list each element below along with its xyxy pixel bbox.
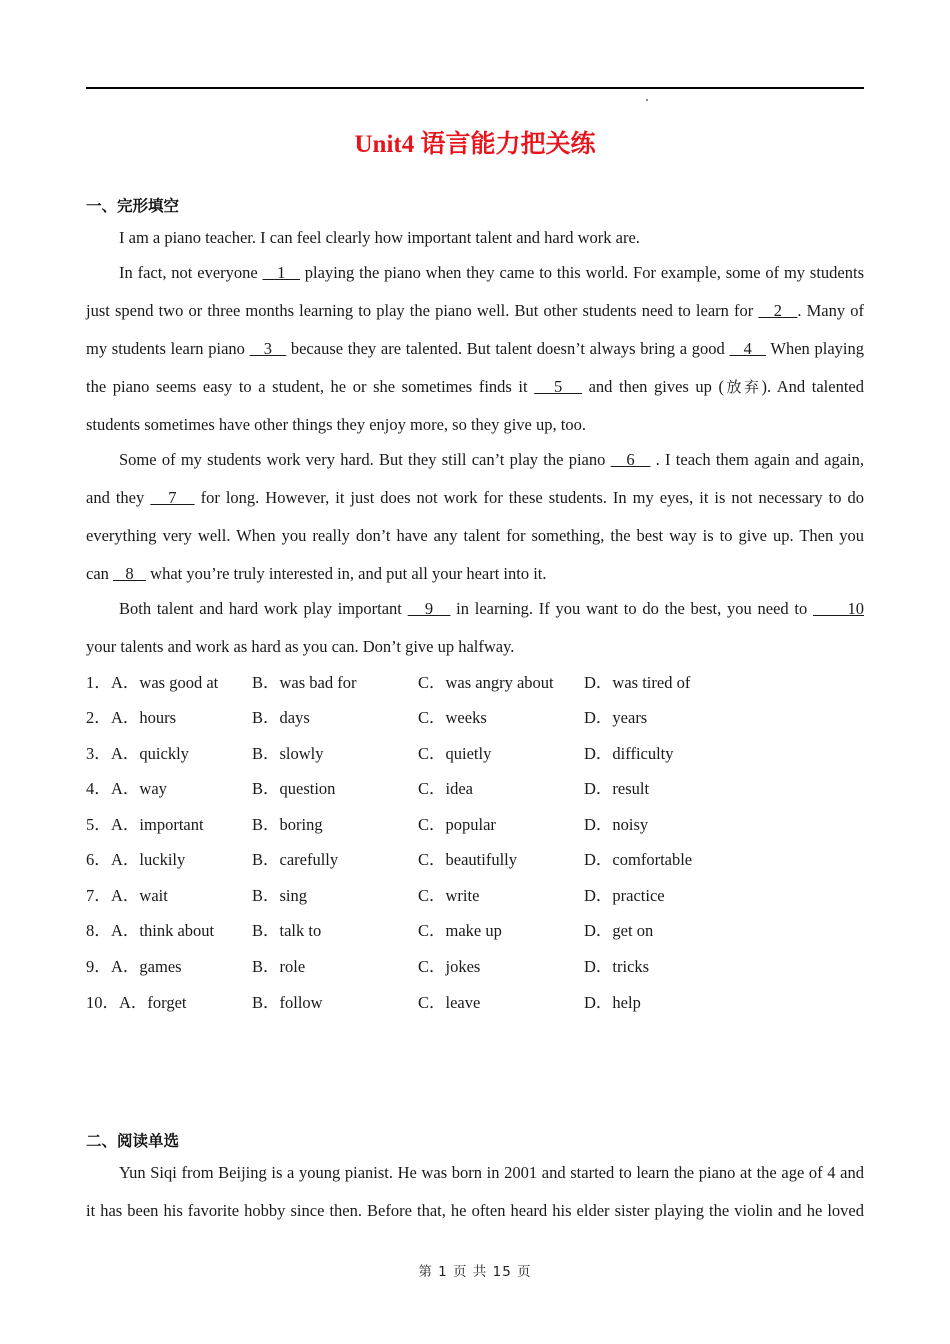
option-d: D．get on: [584, 921, 654, 940]
option-d: D．noisy: [584, 815, 649, 834]
option-c: C．quietly: [418, 744, 492, 763]
option-d: D．tricks: [584, 957, 650, 976]
blank-8: 8: [113, 564, 147, 583]
text: my students learn piano: [86, 339, 250, 358]
text: for long. However, it just does not work for these students. In my eyes, it is not necessary to do: [194, 488, 865, 507]
cloze-paragraph-2-line-3: [86, 330, 864, 368]
option-d: D．practice: [584, 886, 665, 905]
cloze-paragraph-4-line-1: [86, 590, 864, 628]
text: . Many of: [797, 301, 864, 320]
text: and then gives up (: [582, 377, 725, 396]
cloze-paragraph-3-line-2: [86, 479, 864, 517]
option-d: D．difficulty: [584, 744, 674, 763]
question-number: 8．: [86, 921, 111, 940]
cloze-paragraph-2-line-4: [86, 368, 864, 406]
text: Some of my students work very hard. But they still can’t play the piano: [119, 450, 611, 469]
blank-7: 7: [150, 488, 195, 507]
option-b: B．slowly: [252, 744, 324, 763]
header-rule: [86, 87, 864, 89]
cloze-paragraph-4-line-2: [86, 628, 864, 666]
reading-paragraph-line-1: [86, 1154, 864, 1192]
cloze-paragraph-3-line-3: [86, 517, 864, 555]
option-c: C．jokes: [418, 957, 481, 976]
header-dot: [646, 99, 648, 101]
blank-10: 10: [812, 599, 865, 618]
text: Both talent and hard work play important: [119, 599, 408, 618]
option-b: B．was bad for: [252, 673, 357, 692]
option-c: C．make up: [418, 921, 502, 940]
option-b: B．days: [252, 708, 310, 727]
question-number: 1．: [86, 673, 111, 692]
reading-paragraph-line-2: [86, 1192, 864, 1230]
text: and they: [86, 488, 151, 507]
option-a: A．luckily: [111, 850, 186, 869]
option-a: A．important: [111, 815, 204, 834]
option-a: A．hours: [111, 708, 177, 727]
question-number: 3．: [86, 744, 111, 763]
cloze-paragraph-2-line-2: [86, 292, 864, 330]
option-a: A．wait: [111, 886, 168, 905]
question-number: 9．: [86, 957, 111, 976]
text: the piano seems easy to a student, he or she sometimes finds it: [86, 377, 535, 396]
question-number: 2．: [86, 708, 111, 727]
cloze-paragraph-3-line-1: [86, 441, 864, 479]
question-number: 4．: [86, 779, 111, 798]
text: your talents and work as hard as you can. Don’t give up halfway.: [86, 637, 515, 656]
text: students sometimes have other things they enjoy more, so they give up, too.: [86, 415, 586, 434]
blank-5: 5: [534, 377, 582, 396]
option-b: B．talk to: [252, 921, 322, 940]
option-a: A．was good at: [111, 673, 219, 692]
option-b: B．carefully: [252, 850, 339, 869]
question-number: 10．: [86, 993, 119, 1012]
text: In fact, not everyone: [119, 263, 263, 282]
option-a: A．quickly: [111, 744, 189, 763]
text: everything very well. When you really don’t have any talent for something, the best way is to give up. Then you: [86, 526, 864, 545]
blank-9: 9: [407, 599, 451, 618]
option-b: B．question: [252, 779, 336, 798]
text: because they are talented. But talent doesn’t always bring a good: [286, 339, 730, 358]
option-b: B．follow: [252, 993, 323, 1012]
blank-6: 6: [610, 450, 651, 469]
option-d: D．result: [584, 779, 650, 798]
question-number: 7．: [86, 886, 111, 905]
option-b: B．boring: [252, 815, 323, 834]
cloze-paragraph-2-line-5: [86, 406, 864, 444]
option-c: C．popular: [418, 815, 496, 834]
text: Yun Siqi from Beijing is a young pianist. He was born in 2001 and started to learn the piano at the age of 4 and: [119, 1163, 864, 1182]
option-c: C．weeks: [418, 708, 487, 727]
text: in learning. If you want to do the best, you need to: [450, 599, 813, 618]
cloze-paragraph-2-line-1: [86, 254, 864, 292]
text: what you’re truly interested in, and put all your heart into it.: [146, 564, 547, 583]
paragraph-text: I am a piano teacher. I can feel clearly how important talent and hard work are.: [119, 228, 640, 247]
option-c: C．leave: [418, 993, 481, 1012]
section-heading-reading: 二、阅读单选: [86, 1132, 180, 1150]
option-d: D．was tired of: [584, 673, 691, 692]
option-d: D．comfortable: [584, 850, 693, 869]
text: ). And talented: [761, 377, 864, 396]
option-c: C．write: [418, 886, 480, 905]
text: can: [86, 564, 114, 583]
option-b: B．role: [252, 957, 306, 976]
option-a: A．games: [111, 957, 182, 976]
option-a: A．think about: [111, 921, 215, 940]
question-number: 5．: [86, 815, 111, 834]
blank-1: 1: [262, 263, 300, 282]
option-a: A．way: [111, 779, 167, 798]
blank-3: 3: [249, 339, 287, 358]
option-a: A．forget: [119, 993, 187, 1012]
text: playing the piano when they came to this world. For example, some of my students: [299, 263, 864, 282]
question-number: 6．: [86, 850, 111, 869]
text: . I teach them again and again,: [650, 450, 865, 469]
page-footer: 第 1 页 共 15 页: [418, 1264, 532, 1280]
cloze-paragraph-1: [86, 219, 864, 257]
page-title: Unit4 语言能力把关练: [354, 131, 596, 158]
section-heading-cloze: 一、完形填空: [86, 197, 180, 215]
option-c: C．was angry about: [418, 673, 554, 692]
option-b: B．sing: [252, 886, 308, 905]
option-d: D．help: [584, 993, 641, 1012]
text: just spend two or three months learning to play the piano well. But other students need to learn for: [86, 301, 759, 320]
option-d: D．years: [584, 708, 648, 727]
cloze-paragraph-3-line-4: [86, 555, 864, 593]
option-c: C．beautifully: [418, 850, 517, 869]
blank-4: 4: [729, 339, 766, 358]
text: When playing: [765, 339, 864, 358]
blank-2: 2: [758, 301, 798, 320]
cjk-gloss: 放弃: [724, 378, 762, 396]
option-c: C．idea: [418, 779, 473, 798]
text: it has been his favorite hobby since then. Before that, he often heard his elder sister playing the violin and he loved: [86, 1201, 864, 1220]
